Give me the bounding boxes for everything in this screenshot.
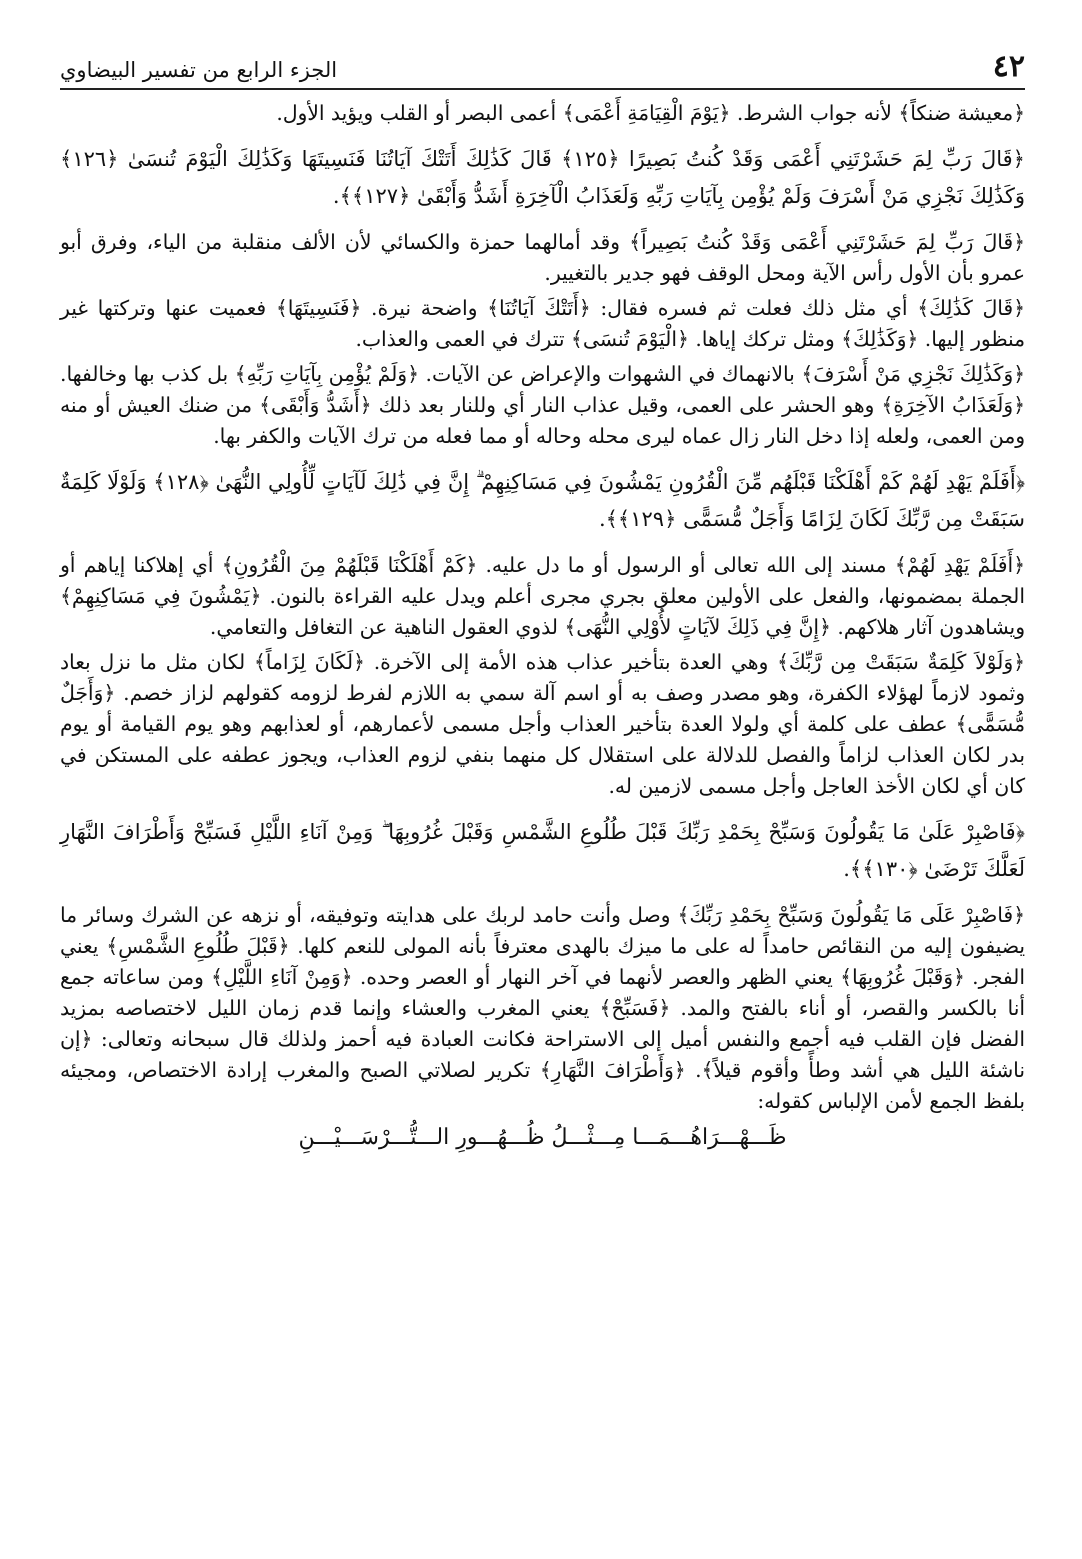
page-number: ٤٢ [992, 49, 1025, 84]
paragraph: ﴿وَلَوْلاَ كَلِمَةٌ سَبَقَتْ مِن رَّبِّكَ﴾ وهي العدة بتأخير عذاب هذه الأمة إلى الآخرة. ﴿لَكَانَ لِزَاماً﴾ لكان مثل ما نزل بعاد وثمود لازماً لهؤلاء الكفرة، وهو مصدر وصف به أو اسم آلة سمي به اللازم لفرط لزومه كقولهم لزاز خصم. ﴿وَأَجَلٌ مُّسَمًّى﴾ عطف على كلمة أي ولولا العدة بتأخير العذاب وأجل مسمى لأعمارهم، أو لعذابهم وهو يوم القيامة أو يوم بدر لكان العذاب لزاماً والفصل للدلالة على استقلال كل منهما بنفي لزوم العذاب، ويجوز عطفه على المستكن في كان أي لكان الأخذ العاجل وأجل مسمى لازمين له. [60, 650, 1025, 798]
page-header [60, 49, 1025, 90]
paragraph: ﴿وَكَذَٰلِكَ نَجْزِي مَنْ أَسْرَفَ﴾ بالانهماك في الشهوات والإعراض عن الآيات. ﴿وَلَمْ يُؤْمِن بِآيَاتِ رَبِّهِ﴾ بل كذب بها وخالفها. ﴿وَلَعَذَابُ الآخِرَةِ﴾ وهو الحشر على العمى، وقيل عذاب النار أي وللنار بعد ذلك ﴿أَشَدُّ وَأَبْقَى﴾ من ضنك العيش أو منه ومن العمى، ولعله إذا دخل النار زال عماه ليرى محله وحاله أو مما فعله من ترك الآيات والكفر بها. [60, 362, 1025, 448]
quran-verse-block: ﴿قَالَ رَبِّ لِمَ حَشَرْتَنِي أَعْمَى وَقَدْ كُنتُ بَصِيرًا ﴿١٢٥﴾ قَالَ كَذَٰلِكَ أَتَتْكَ آيَاتُنَا فَنَسِيتَهَا وَكَذَٰلِكَ الْيَوْمَ تُنسَىٰ ﴿١٢٦﴾ وَكَذَٰلِكَ نَجْزِي مَنْ أَسْرَفَ وَلَمْ يُؤْمِن بِآيَاتِ رَبِّهِ وَلَعَذَابُ الْآخِرَةِ أَشَدُّ وَأَبْقَىٰ ﴿١٢٧﴾﴾. [60, 147, 1025, 208]
paragraph: ﴿فَاصْبِرْ عَلَى مَا يَقُولُونَ وَسَبِّحْ بِحَمْدِ رَبِّكَ﴾ وصل وأنت حامد لربك على هدايته وتوفيقه، أو نزهه عن الشرك وسائر ما يضيفون إليه من النقائص حامداً له على ما ميزك بالهدى معترفاً بأنه المولى للنعم كلها. ﴿قَبْلَ طُلُوعِ الشَّمْسِ﴾ يعني الفجر. ﴿وَقَبْلَ غُرُوبِهَا﴾ يعني الظهر والعصر لأنهما في آخر النهار أو العصر وحده. ﴿وَمِنْ آنَاءِ اللَّيْلِ﴾ ومن ساعاته جمع أنا بالكسر والقصر، أو أناء بالفتح والمد. ﴿فَسَبِّحْ﴾ يعني المغرب والعشاء وإنما قدم زمان الليل لاختصاصه بمزيد الفضل فإن القلب فيه أجمع والنفس أميل إلى الاستراحة فكانت العبادة فيه أحمز ولذلك قال سبحانه وتعالى: ﴿إن ناشئة الليل هي أشد وطأً وأقوم قيلاً﴾. ﴿وَأَطْرَافَ النَّهَارِ﴾ تكرير لصلاتي الصبح والمغرب إرادة الاختصاص، ومجيئه بلفظ الجمع لأمن الإلباس كقوله: [60, 903, 1025, 1113]
poem-line: ظَـــهْـــرَاهُـــمَـــا مِـــثْـــلُ ظُـــهُـــورِ الـــتُّـــرْسَـــيْـــنِ [298, 1125, 787, 1150]
running-title: الجزء الرابع من تفسير البيضاوي [60, 58, 338, 82]
paragraph: ﴿معيشة ضنكاً﴾ لأنه جواب الشرط. ﴿يَوْمَ الْقِيَامَةِ أَعْمَى﴾ أعمى البصر أو القلب ويؤيد الأول. [276, 101, 1025, 125]
body-text [60, 98, 1025, 1155]
paragraph: ﴿قَالَ رَبِّ لِمَ حَشَرْتَنِي أَعْمَى وَقَدْ كُنتُ بَصِيراً﴾ وقد أمالهما حمزة والكسائي لأن الألف منقلبة من الياء، وفرق أبو عمرو بأن الأول رأس الآية ومحل الوقف فهو جدير بالتغيير. [60, 230, 1025, 285]
page [60, 49, 1026, 1177]
paragraph: ﴿أَفَلَمْ يَهْدِ لَهُمْ﴾ مسند إلى الله تعالى أو الرسول أو ما دل عليه. ﴿كَمْ أَهْلَكْنَا قَبْلَهُمْ مِنَ الْقُرُونِ﴾ أي إهلاكنا إياهم أو الجملة بمضمونها، والفعل على الأولين معلق بجري مجرى أعلم ويدل عليه القراءة بالنون. ﴿يَمْشُونَ فِي مَسَاكِنِهِمْ﴾ ويشاهدون آثار هلاكهم. ﴿إِنَّ فِي ذَلِكَ لآيَاتٍ لأُوْلِي النُّهَى﴾ لذوي العقول الناهية عن التغافل والتعامي. [60, 553, 1025, 639]
paragraph: ﴿قَالَ كَذَٰلِكَ﴾ أي مثل ذلك فعلت ثم فسره فقال: ﴿أَتَتْكَ آيَاتُنَا﴾ واضحة نيرة. ﴿فَنَسِيتَهَا﴾ فعميت عنها وتركتها غير منظور إليها. ﴿وَكَذَٰلِكَ﴾ ومثل تركك إياها. ﴿الْيَوْمَ تُنسَى﴾ تترك في العمى والعذاب. [60, 296, 1025, 351]
quran-verse-block: ﴿فَاصْبِرْ عَلَىٰ مَا يَقُولُونَ وَسَبِّحْ بِحَمْدِ رَبِّكَ قَبْلَ طُلُوعِ الشَّمْسِ وَقَبْلَ غُرُوبِهَا ۖ وَمِنْ آنَاءِ اللَّيْلِ فَسَبِّحْ وَأَطْرَافَ النَّهَارِ لَعَلَّكَ تَرْضَىٰ ﴿١٣٠﴾﴾. [60, 820, 1025, 881]
quran-verse-block: ﴿أَفَلَمْ يَهْدِ لَهُمْ كَمْ أَهْلَكْنَا قَبْلَهُم مِّنَ الْقُرُونِ يَمْشُونَ فِي مَسَاكِنِهِمْ ۗ إِنَّ فِي ذَٰلِكَ لَآيَاتٍ لِّأُولِي النُّهَىٰ ﴿١٢٨﴾ وَلَوْلَا كَلِمَةٌ سَبَقَتْ مِن رَّبِّكَ لَكَانَ لِزَامًا وَأَجَلٌ مُّسَمًّى ﴿١٢٩﴾﴾. [60, 470, 1026, 531]
